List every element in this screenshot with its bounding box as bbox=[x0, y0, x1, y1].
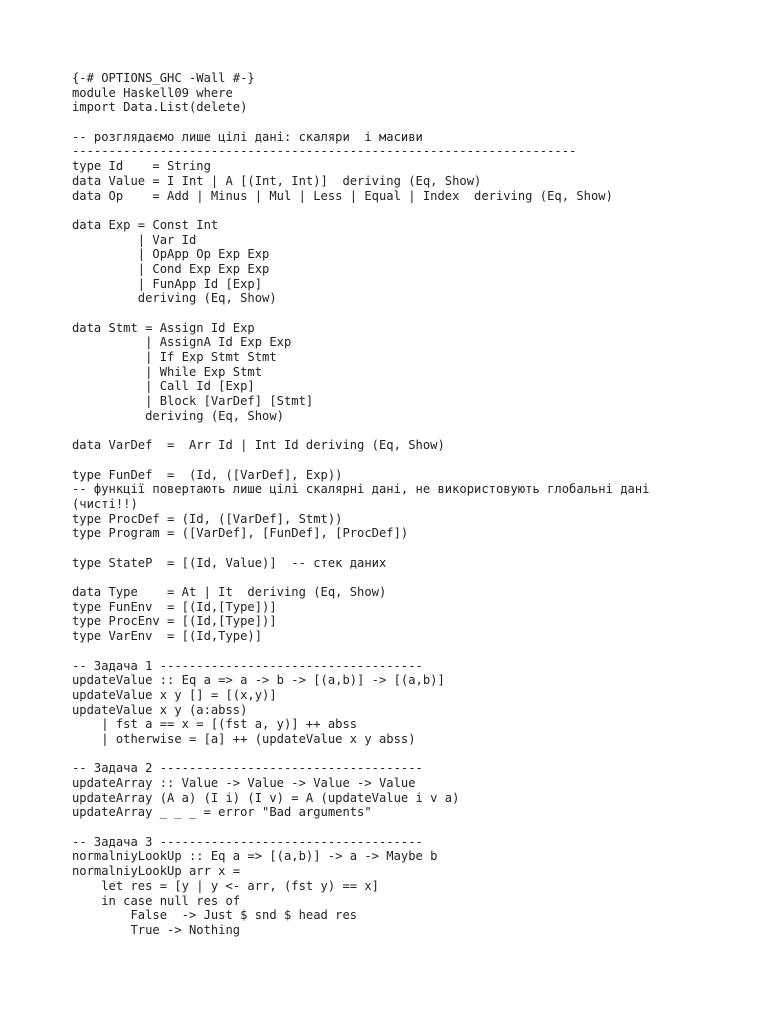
code-line: | otherwise = [a] ++ (updateValue x y abss) bbox=[72, 731, 416, 746]
code-line: data VarDef = Arr Id | Int Id deriving (Eq, Show) bbox=[72, 438, 445, 453]
code-line: type Id = String bbox=[72, 159, 211, 174]
code-line: updateArray _ _ _ = error "Bad arguments" bbox=[72, 805, 372, 820]
code-line bbox=[72, 644, 649, 659]
code-line: | While Exp Stmt bbox=[72, 364, 263, 379]
code-line bbox=[72, 203, 649, 218]
code-line: | Call Id [Exp] bbox=[72, 379, 255, 394]
code-line: | If Exp Stmt Stmt bbox=[72, 350, 277, 365]
code-line: -- Задача 2 ------------------------------------ bbox=[72, 761, 423, 776]
code-line: updateArray (A a) (I i) (I v) = A (updateValue i v a) bbox=[72, 790, 460, 805]
code-line: | AssignA Id Exp Exp bbox=[72, 335, 292, 350]
code-line: normalniyLookUp arr x = bbox=[72, 864, 241, 879]
code-listing bbox=[72, 71, 649, 938]
code-line bbox=[72, 424, 649, 439]
code-line: type VarEnv = [(Id,Type)] bbox=[72, 629, 263, 644]
code-line: data Exp = Const Int bbox=[72, 217, 219, 232]
code-line: -- Задача 3 ------------------------------------ bbox=[72, 834, 423, 849]
code-line: -- Задача 1 ------------------------------------ bbox=[72, 658, 423, 673]
code-line bbox=[72, 747, 649, 762]
code-line: data Op = Add | Minus | Mul | Less | Equal | Index deriving (Eq, Show) bbox=[72, 188, 613, 203]
code-line: | fst a == x = [(fst a, y)] ++ abss bbox=[72, 717, 358, 732]
code-line bbox=[72, 453, 649, 468]
code-line: | FunApp Id [Exp] bbox=[72, 276, 263, 291]
code-line bbox=[72, 306, 649, 321]
code-line: data Stmt = Assign Id Exp bbox=[72, 320, 255, 335]
code-line: | Cond Exp Exp Exp bbox=[72, 261, 270, 276]
code-line: | Block [VarDef] [Stmt] bbox=[72, 394, 314, 409]
code-line: deriving (Eq, Show) bbox=[72, 291, 277, 306]
code-line: {-# OPTIONS_GHC -Wall #-} bbox=[72, 71, 255, 85]
code-line: updateValue :: Eq a => a -> b -> [(a,b)] -> [(a,b)] bbox=[72, 673, 445, 688]
code-line: True -> Nothing bbox=[72, 922, 241, 937]
code-line: normalniyLookUp :: Eq a => [(a,b)] -> a -> Maybe b bbox=[72, 849, 438, 864]
code-line: module Haskell09 where bbox=[72, 85, 233, 100]
code-line: data Value = I Int | A [(Int, Int)] deriving (Eq, Show) bbox=[72, 173, 482, 188]
code-line: updateValue x y (a:abss) bbox=[72, 702, 248, 717]
code-line bbox=[72, 820, 649, 835]
code-line bbox=[72, 541, 649, 556]
code-line: False -> Just $ snd $ head res bbox=[72, 908, 358, 923]
code-line: let res = [y | y <- arr, (fst y) == x] bbox=[72, 878, 379, 893]
code-line: data Type = At | It deriving (Eq, Show) bbox=[72, 585, 387, 600]
code-line: type FunDef = (Id, ([VarDef], Exp)) bbox=[72, 467, 343, 482]
code-line bbox=[72, 570, 649, 585]
code-line: in case null res of bbox=[72, 893, 241, 908]
code-line bbox=[72, 115, 649, 130]
code-line: deriving (Eq, Show) bbox=[72, 408, 284, 423]
code-line: type StateP = [(Id, Value)] -- стек даних bbox=[72, 555, 387, 570]
code-line: | OpApp Op Exp Exp bbox=[72, 247, 270, 262]
code-line: type Program = ([VarDef], [FunDef], [ProcDef]) bbox=[72, 526, 409, 541]
code-line: -- розглядаємо лише цілі дані: скаляри і масиви bbox=[72, 129, 423, 144]
code-line: updateArray :: Value -> Value -> Value -> Value bbox=[72, 776, 416, 790]
code-line: updateValue x y [] = [(x,y)] bbox=[72, 687, 277, 702]
code-line: --------------------------------------------------------------------- bbox=[72, 144, 577, 159]
code-line: type ProcEnv = [(Id,[Type])] bbox=[72, 614, 277, 629]
code-line: type FunEnv = [(Id,[Type])] bbox=[72, 599, 277, 614]
code-line: -- функції повертають лише цілі скалярні дані, не використовують глобальні дані bbox=[72, 482, 650, 497]
code-line: import Data.List(delete) bbox=[72, 100, 248, 115]
code-line: | Var Id bbox=[72, 232, 197, 247]
code-line: type ProcDef = (Id, ([VarDef], Stmt)) bbox=[72, 511, 343, 526]
code-line: (чисті!!) bbox=[72, 496, 138, 511]
